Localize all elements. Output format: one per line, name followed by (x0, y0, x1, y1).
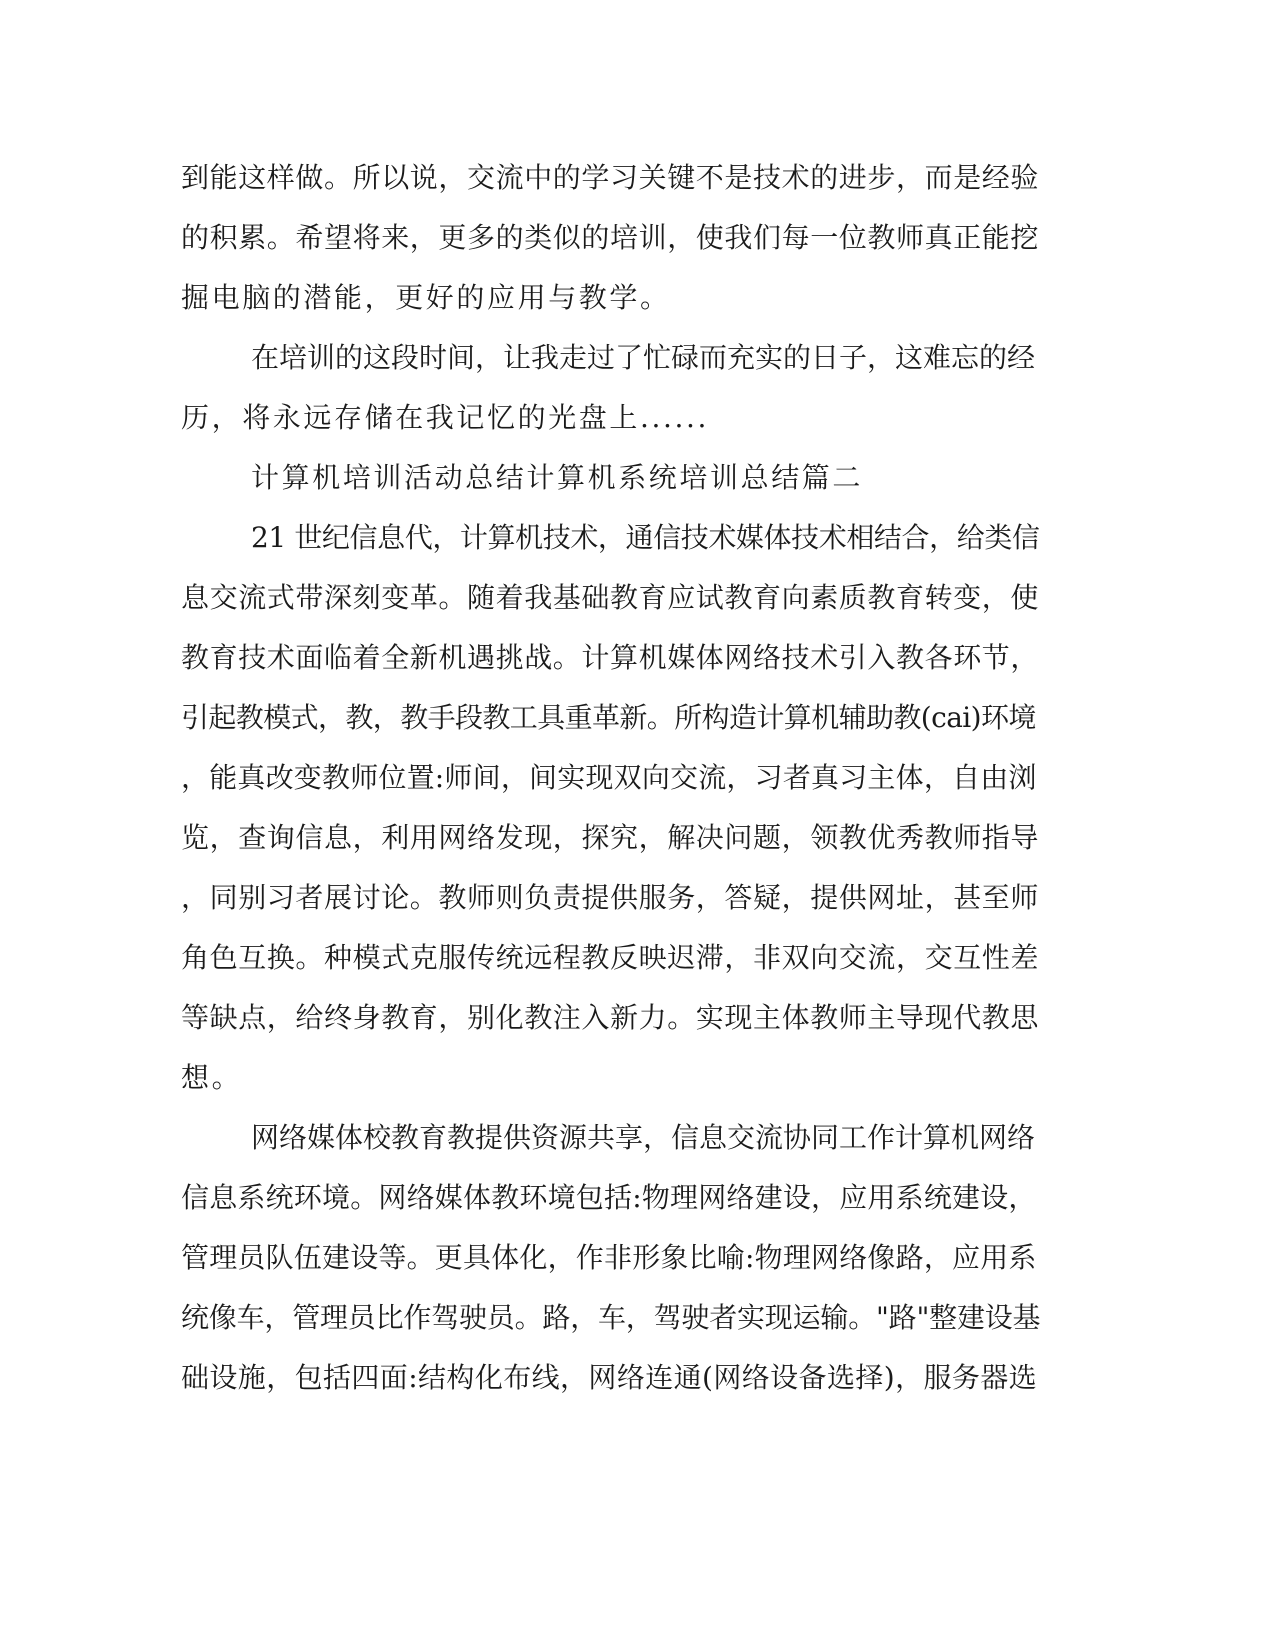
text-line: 角色互换。种模式克服传统远程教反映迟滞，非双向交流，交互性差 (181, 941, 1040, 974)
text-line: 在培训的这段时间，让我走过了忙碌而充实的日子，这难忘的经 (251, 341, 1036, 374)
text-line: 掘电脑的潜能，更好的应用与教学。 (181, 281, 671, 314)
text-line: ，同别习者展讨论。教师则负责提供服务，答疑，提供网址，甚至师 (181, 881, 1040, 914)
text-line: 历，将永远存储在我记忆的光盘上...... (181, 401, 710, 434)
text-line: 教育技术面临着全新机遇挑战。计算机媒体网络技术引入教各环节， (181, 641, 1040, 674)
text-line: 引起教模式，教，教手段教工具重革新。所构造计算机辅助教(cai)环境 (181, 701, 1036, 734)
text-line: 的积累。希望将来，更多的类似的培训，使我们每一位教师真正能挖 (181, 221, 1040, 254)
text-line: 网络媒体校教育教提供资源共享，信息交流协同工作计算机网络 (251, 1121, 1036, 1154)
text-line: 到能这样做。所以说，交流中的学习关键不是技术的进步，而是经验 (181, 161, 1040, 194)
text-line: 础设施，包括四面:结构化布线，网络连通(网络设备选择)，服务器选 (181, 1361, 1038, 1394)
text-line: 想。 (181, 1061, 243, 1094)
text-line: ，能真改变教师位置:师间，间实现双向交流，习者真习主体，自由浏 (181, 761, 1037, 794)
text-line: 21 世纪信息代，计算机技术，通信技术媒体技术相结合，给类信 (251, 521, 1040, 554)
text-line: 览，查询信息，利用网络发现，探究，解决问题，领教优秀教师指导 (181, 821, 1040, 854)
text-line: 管理员队伍建设等。更具体化，作非形象比喻:物理网络像路，应用系 (181, 1241, 1037, 1274)
text-line: 等缺点，给终身教育，别化教注入新力。实现主体教师主导现代教思 (181, 1001, 1040, 1034)
text-line: 息交流式带深刻变革。随着我基础教育应试教育向素质教育转变，使 (181, 581, 1040, 614)
section-heading: 计算机培训活动总结计算机系统培训总结篇二 (251, 461, 864, 494)
text-line: 信息系统环境。网络媒体教环境包括:物理网络建设，应用系统建设， (181, 1181, 1037, 1214)
text-line: 统像车，管理员比作驾驶员。路，车，驾驶者实现运输。"路"整建设基 (181, 1301, 1041, 1334)
